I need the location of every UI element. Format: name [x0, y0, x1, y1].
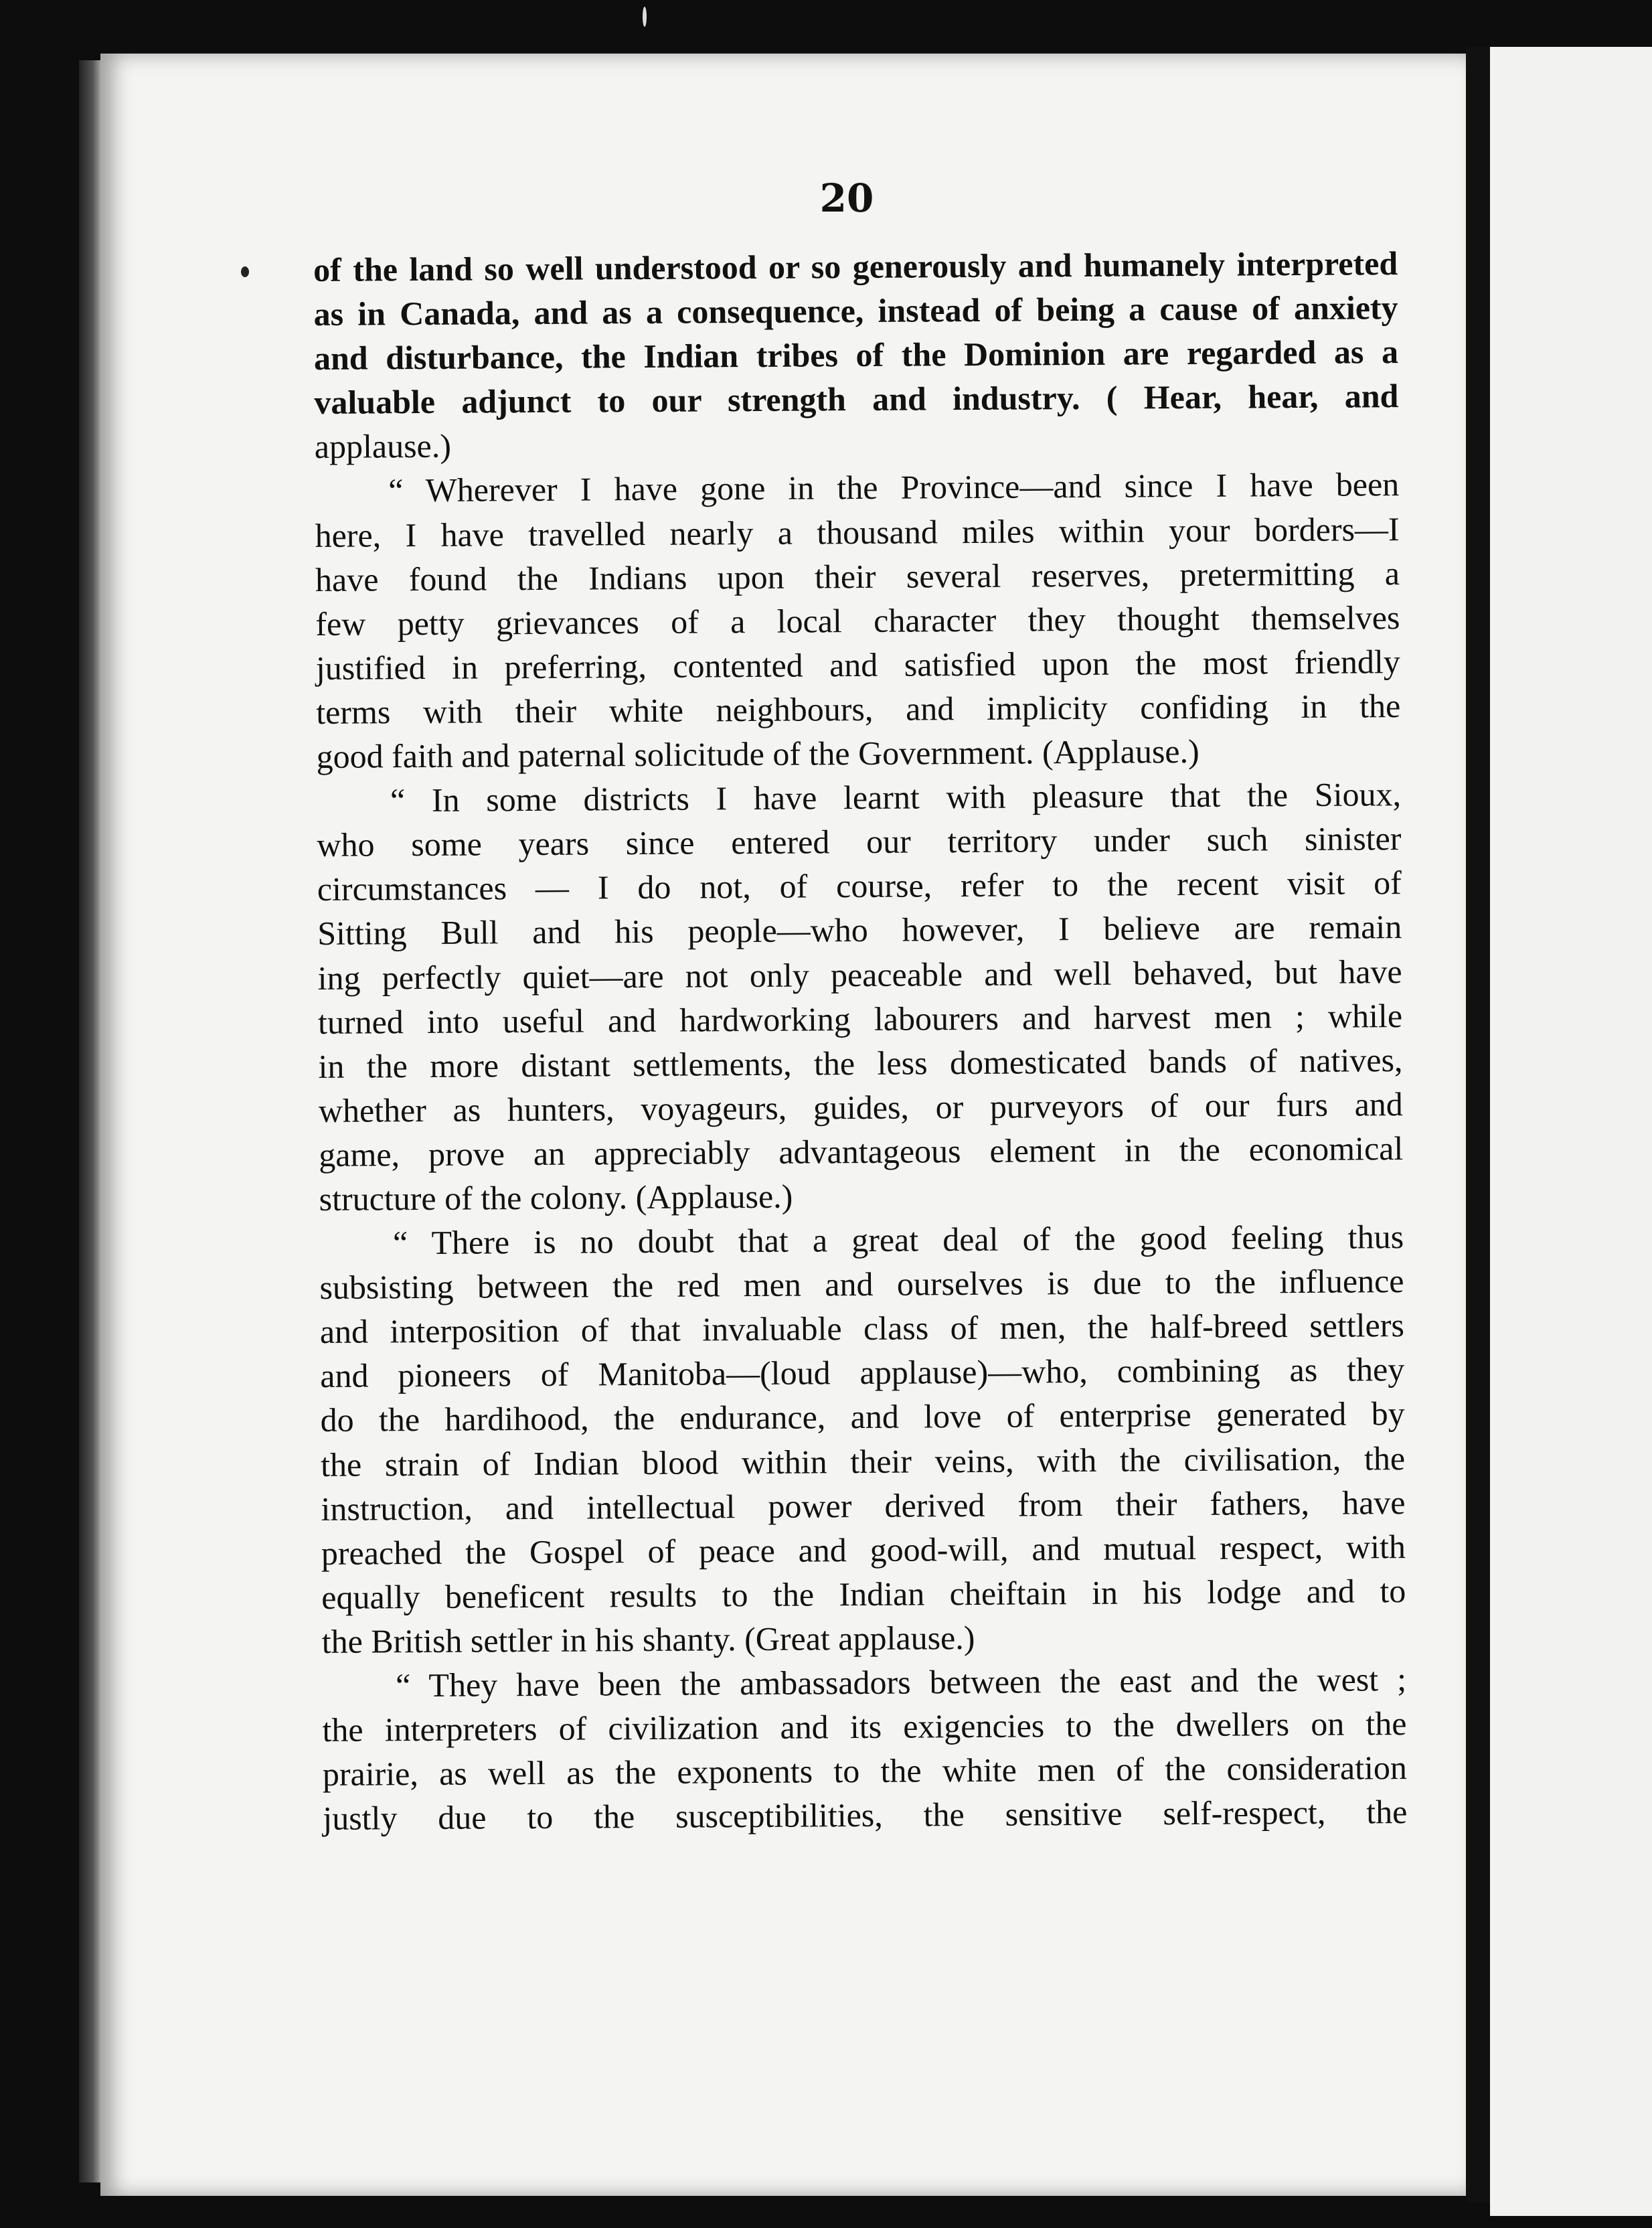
- text-line: instruction, and intellectual power derived from their fathers, have: [321, 1483, 1406, 1528]
- text-line: here, I have travelled nearly a thousand miles within your borders—I: [315, 509, 1400, 554]
- text-line: and pioneers of Manitoba—(loud applause)—who, combining as they: [320, 1350, 1405, 1395]
- text-line: valuable adjunct to our strength and industry. ( Hear, hear, and: [314, 377, 1399, 422]
- text-line: “ In some districts I have learnt with pleasure that the Sioux,: [390, 775, 1402, 819]
- text-line: subsisting between the red men and ourselves is due to the influence: [319, 1262, 1404, 1307]
- page-gutter: [1466, 47, 1490, 2203]
- text-line: circumstances — I do not, of course, refer to the recent visit of: [317, 864, 1402, 908]
- text-line: do the hardihood, the endurance, and love of enterprise generated by: [320, 1395, 1405, 1439]
- text-line: structure of the colony. (Applause.): [319, 1177, 793, 1218]
- text-line: game, prove an appreciably advantageous element in the economical: [319, 1129, 1404, 1174]
- text-line: as in Canada, and as a consequence, instead of being a cause of anxiety: [313, 289, 1398, 333]
- text-line: justified in preferring, contented and satisfied upon the most friendly: [315, 642, 1400, 687]
- text-line: Sitting Bull and his people—who however, I believe are remain: [317, 908, 1402, 953]
- ink-speck: [643, 7, 647, 27]
- text-line: whether as hunters, voyageurs, guides, or purveyors of our furs and: [318, 1085, 1404, 1129]
- text-line: and disturbance, the Indian tribes of the Dominion are regarded as a: [313, 333, 1399, 378]
- text-line: turned into useful and hardworking labourers and harvest men ; while: [317, 996, 1403, 1041]
- text-line: “ They have been the ambassadors between the east and the west ;: [395, 1660, 1407, 1704]
- text-line: good faith and paternal solicitude of the Government. (Applause.): [316, 732, 1200, 776]
- text-line: applause.): [314, 427, 452, 466]
- text-line: of the land so well understood or so generously and humanely interpreted: [313, 244, 1398, 289]
- text-line: terms with their white neighbours, and implicity confiding in the: [316, 687, 1401, 731]
- text-line: equally beneficent results to the Indian cheiftain in his lodge and to: [321, 1571, 1406, 1616]
- text-line: prairie, as well as the exponents to the white men of the consideration: [322, 1749, 1408, 1794]
- facing-page: [1490, 47, 1652, 2216]
- page-number: 20: [819, 175, 874, 221]
- text-line: who some years since entered our territory under such sinister: [317, 819, 1402, 864]
- text-line: ing perfectly quiet—are not only peaceable and well behaved, but have: [317, 952, 1402, 997]
- text-line: few petty grievances of a local character they thought themselves: [315, 598, 1400, 643]
- text-line: in the more distant settlements, the less domesticated bands of natives,: [318, 1040, 1403, 1085]
- text-line: the strain of Indian blood within their veins, with the civilisation, the: [320, 1439, 1406, 1484]
- text-line: preached the Gospel of peace and good-will, and mutual respect, with: [321, 1527, 1406, 1572]
- text-line: have found the Indians upon their several reserves, pretermitting a: [315, 554, 1400, 599]
- ink-speck: [241, 266, 249, 277]
- text-line: the interpreters of civilization and its exigencies to the dwellers on the: [322, 1704, 1407, 1749]
- text-line: “ Wherever I have gone in the Province—and since I have been: [388, 465, 1400, 509]
- text-line: and interposition of that invaluable class of men, the half-breed settlers: [319, 1306, 1405, 1351]
- text-line: the British settler in his shanty. (Great applause.): [321, 1618, 975, 1660]
- body-text: [313, 241, 1408, 1840]
- text-line: justly due to the susceptibilities, the sensitive self-respect, the: [323, 1793, 1408, 1838]
- text-line: “ There is no doubt that a great deal of the good feeling thus: [392, 1218, 1404, 1262]
